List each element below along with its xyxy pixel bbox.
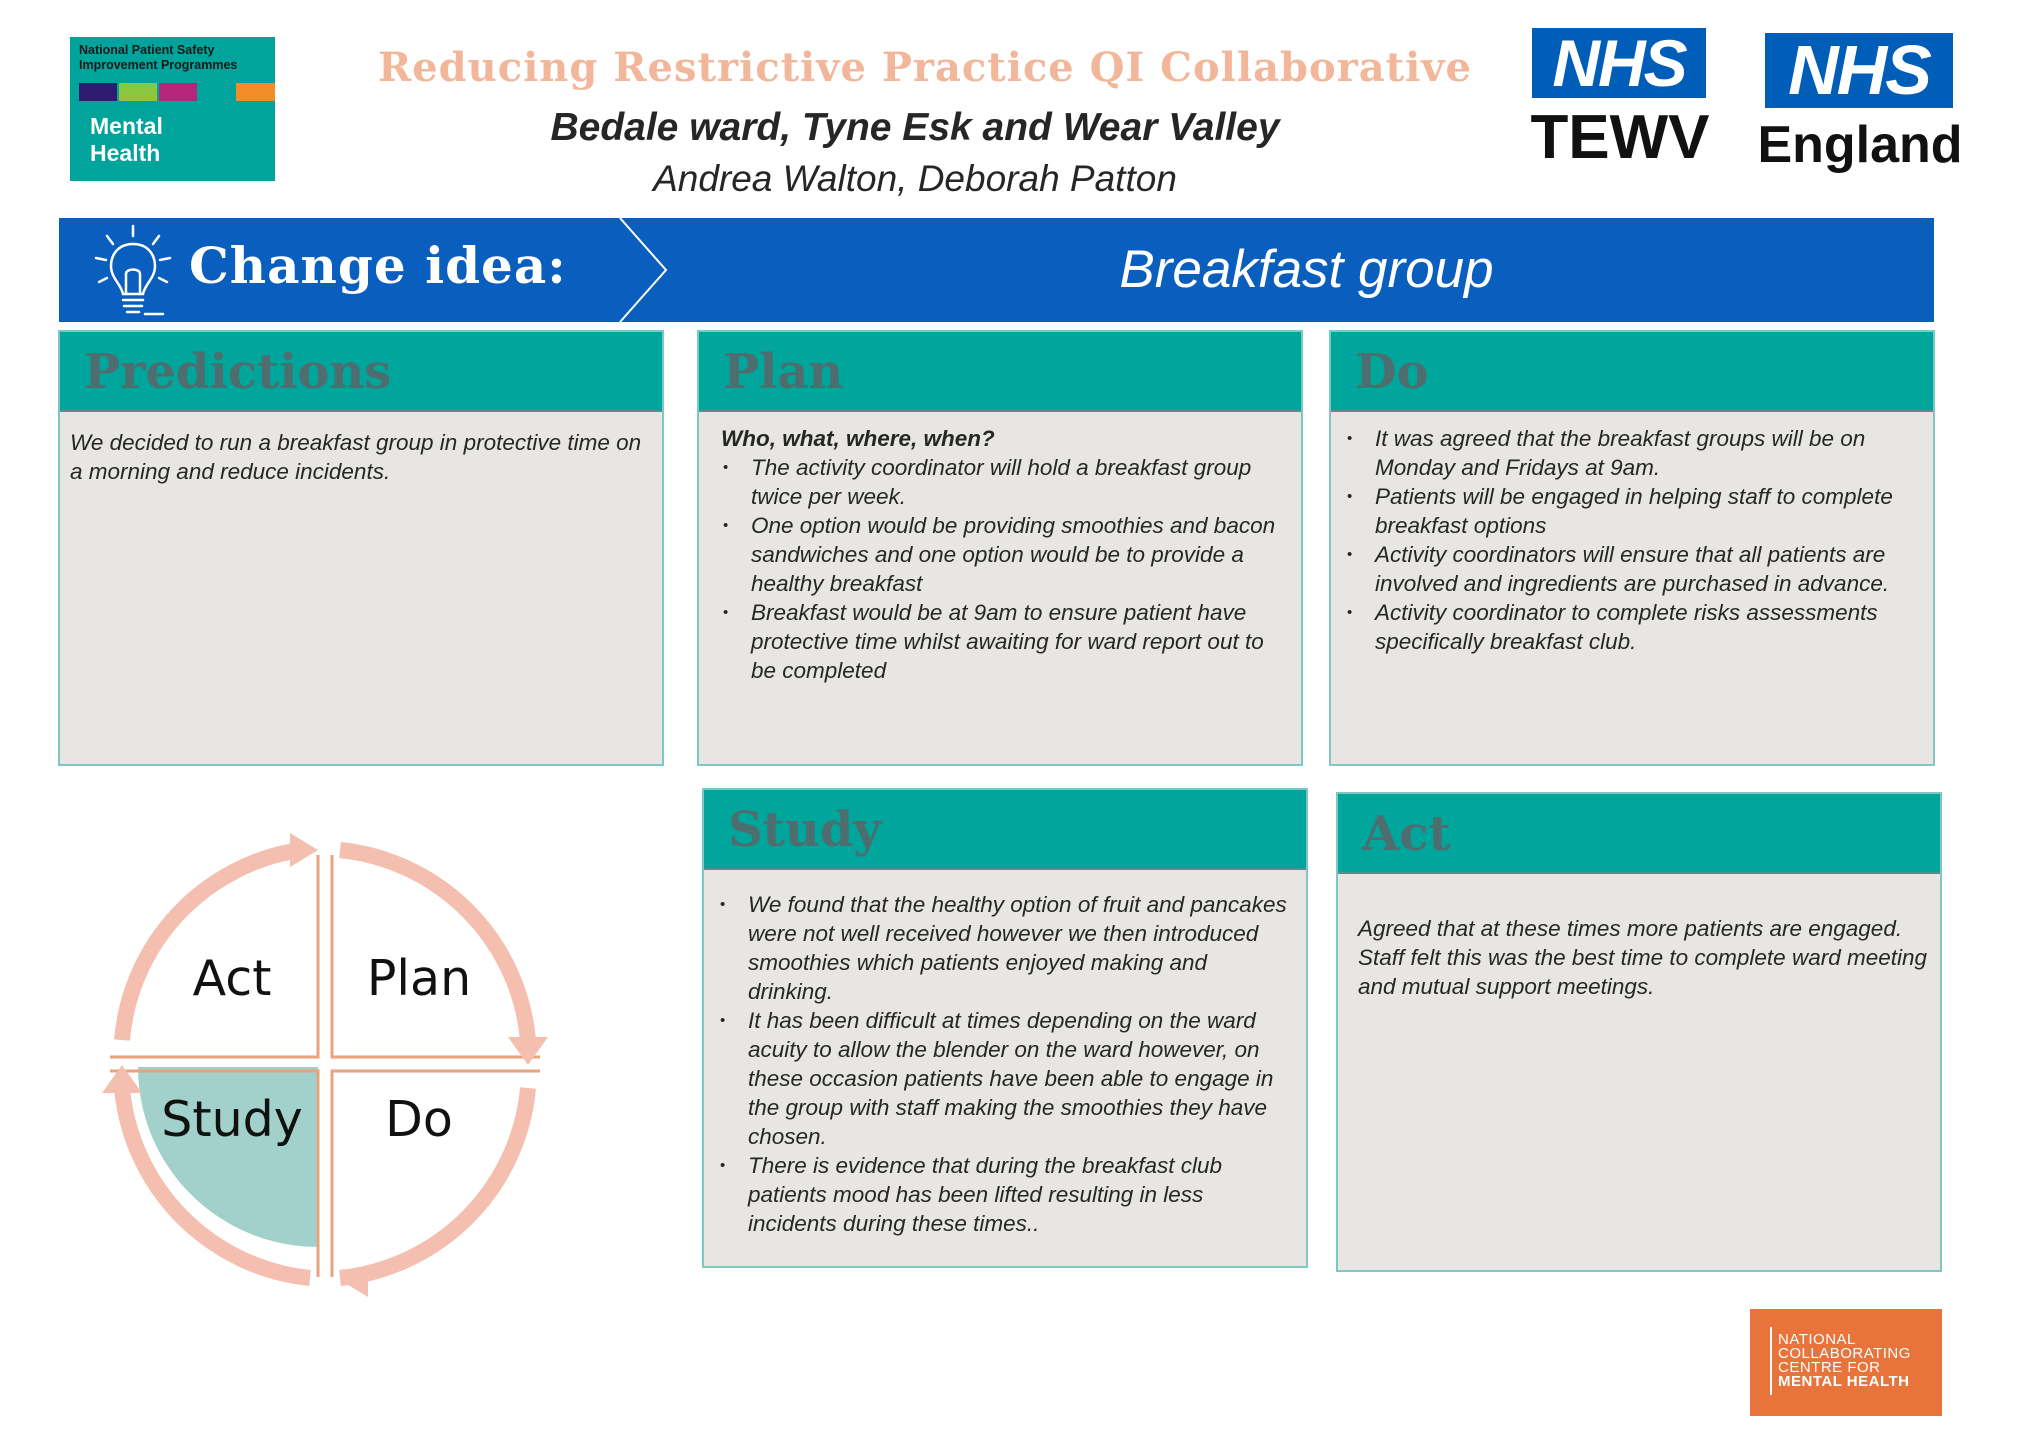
nhs-england-badge: NHS bbox=[1765, 33, 1953, 108]
act-panel bbox=[1336, 792, 1942, 1272]
cycle-arc-act bbox=[122, 850, 300, 1040]
nccmh-line4: MENTAL HEALTH bbox=[1778, 1373, 1910, 1390]
predictions-panel bbox=[58, 330, 664, 766]
list-item: • Breakfast would be at 9am to ensure patient have protective time whilst awaiting for ward report out to be completed bbox=[751, 598, 1293, 685]
cycle-do-label: Do bbox=[385, 1091, 453, 1148]
plan-body bbox=[721, 424, 1293, 685]
list-item: • Activity coordinators will ensure that all patients are involved and ingredients are purchased in advance. bbox=[1375, 540, 1925, 598]
list-item: • Activity coordinator to complete risks assessments specifically breakfast club. bbox=[1375, 598, 1925, 656]
arrowhead-icon bbox=[290, 833, 318, 867]
nhs-tewv-badge: NHS bbox=[1532, 28, 1706, 98]
act-header bbox=[1338, 794, 1940, 874]
plan-title: Plan bbox=[723, 344, 844, 400]
do-body bbox=[1345, 424, 1925, 656]
study-header bbox=[704, 790, 1306, 870]
plan-header bbox=[699, 332, 1301, 412]
plan-list bbox=[721, 453, 1293, 685]
change-idea-banner bbox=[59, 218, 1934, 322]
npsip-logo bbox=[70, 37, 275, 181]
study-title: Study bbox=[728, 802, 882, 858]
predictions-text: We decided to run a breakfast group in protective time on a morning and reduce incidents. bbox=[70, 430, 642, 484]
tewv-name: TEWV bbox=[1530, 103, 1710, 172]
cycle-act-label: Act bbox=[192, 950, 272, 1007]
arrowhead-icon bbox=[102, 1065, 142, 1093]
nccmh-line3: CENTRE FOR bbox=[1778, 1359, 1881, 1376]
list-item: • We found that the healthy option of fruit and pancakes were not well received however we then introduced smoothies which patients enjoyed making and drinking. bbox=[748, 890, 1298, 1006]
england-name: England bbox=[1757, 116, 1963, 174]
authors: Andrea Walton, Deborah Patton bbox=[653, 158, 1177, 199]
nccmh-line1: NATIONAL bbox=[1778, 1331, 1856, 1348]
npsip-bar-magenta bbox=[159, 83, 197, 101]
npsip-line3: Mental bbox=[90, 113, 163, 139]
nccmh-rule bbox=[1770, 1327, 1772, 1395]
plan-panel bbox=[697, 330, 1303, 766]
npsip-mental-health bbox=[90, 113, 163, 167]
list-item: • There is evidence that during the breakfast club patients mood has been lifted resulting in less incidents during these times.. bbox=[748, 1151, 1298, 1238]
act-text: Agreed that at these times more patients are engaged. Staff felt this was the best time to complete ward meeting and mutual support meetings. bbox=[1358, 916, 1928, 999]
change-idea-label: Change idea: bbox=[189, 236, 567, 295]
change-idea-text: Breakfast group bbox=[1119, 240, 1494, 299]
do-header bbox=[1331, 332, 1933, 412]
npsip-logo-text bbox=[79, 43, 237, 73]
do-title: Do bbox=[1355, 344, 1429, 400]
pdsa-cycle-diagram bbox=[90, 825, 570, 1305]
lightbulb-icon bbox=[93, 224, 173, 320]
ward-title: Bedale ward, Tyne Esk and Wear Valley bbox=[550, 106, 1280, 149]
cycle-arc-plan bbox=[340, 850, 528, 1040]
npsip-bar-purple bbox=[79, 83, 117, 101]
study-body bbox=[718, 890, 1298, 1238]
do-panel bbox=[1329, 330, 1935, 766]
nccmh-logo bbox=[1750, 1309, 1942, 1416]
predictions-title: Predictions bbox=[84, 344, 392, 400]
list-item: • It has been difficult at times depending on the ward acuity to allow the blender on the ward however, on these occasion patients have been able to engage in the group with staff making the smoothies they have chosen. bbox=[748, 1006, 1298, 1151]
plan-lead: Who, what, where, when? bbox=[721, 426, 995, 451]
study-list bbox=[718, 890, 1298, 1238]
npsip-line4: Health bbox=[90, 140, 161, 166]
list-item: • One option would be providing smoothies and bacon sandwiches and one option would be to provide a healthy breakfast bbox=[751, 511, 1293, 598]
npsip-line1: National Patient Safety bbox=[79, 43, 215, 57]
cycle-study-label: Study bbox=[161, 1091, 303, 1148]
cycle-plan-label: Plan bbox=[366, 950, 472, 1007]
npsip-line2: Improvement Programmes bbox=[79, 58, 238, 72]
npsip-bar-green bbox=[119, 83, 157, 101]
list-item: • The activity coordinator will hold a breakfast group twice per week. bbox=[751, 453, 1293, 511]
list-item: • Patients will be engaged in helping staff to complete breakfast options bbox=[1375, 482, 1925, 540]
npsip-bar-orange bbox=[236, 83, 275, 101]
study-panel bbox=[702, 788, 1308, 1268]
list-item: • It was agreed that the breakfast groups will be on Monday and Fridays at 9am. bbox=[1375, 424, 1925, 482]
collaborative-title: Reducing Restrictive Practice QI Collaborative bbox=[377, 44, 1472, 91]
nccmh-line2: COLLABORATING bbox=[1778, 1345, 1911, 1362]
act-title: Act bbox=[1362, 806, 1451, 862]
do-list bbox=[1345, 424, 1925, 656]
arrowhead-icon bbox=[508, 1037, 548, 1065]
chevron-right-icon bbox=[614, 218, 674, 322]
predictions-header bbox=[60, 332, 662, 412]
